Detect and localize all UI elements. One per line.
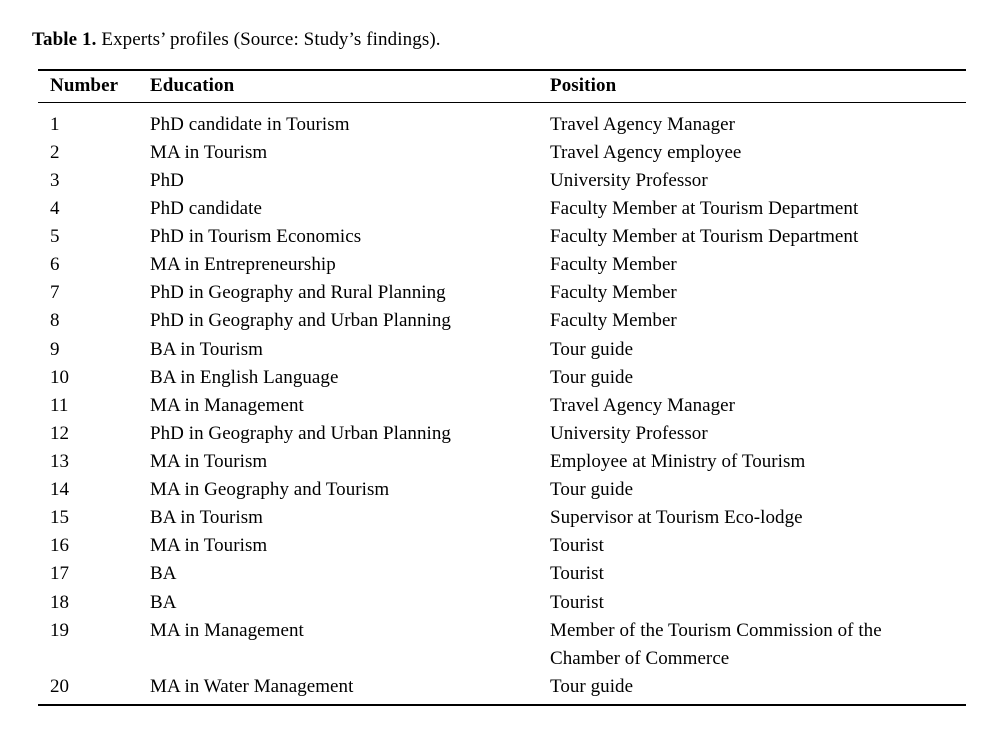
cell-number: 7 [50, 282, 60, 304]
cell-number: 20 [50, 675, 70, 697]
cell-position-line1: Tourist [550, 563, 604, 585]
cell-position-line1: Faculty Member [550, 254, 677, 276]
cell-position-line1: Tour guide [550, 338, 634, 360]
table-caption [32, 28, 965, 53]
table-row [38, 223, 966, 251]
cell-education: BA in Tourism [150, 507, 263, 529]
cell-number: 12 [50, 422, 70, 444]
column-header-education: Education [150, 74, 235, 96]
cell-position [550, 448, 966, 476]
table-row [38, 167, 966, 195]
cell-number: 2 [50, 141, 60, 163]
table-row [38, 364, 966, 392]
cell-position-line1: Travel Agency Manager [550, 394, 736, 416]
cell-position [550, 251, 966, 279]
cell-position-line1: University Professor [550, 422, 708, 444]
cell-position [550, 476, 966, 504]
cell-education: MA in Tourism [150, 141, 268, 163]
table-header [38, 70, 966, 103]
cell-position [550, 532, 966, 560]
table-row [38, 420, 966, 448]
cell-position-line1: Faculty Member at Tourism Department [550, 198, 859, 220]
table-caption-label: Table 1. [32, 29, 97, 50]
cell-position [550, 139, 966, 167]
table-row [38, 560, 966, 588]
cell-position [550, 167, 966, 195]
cell-education: MA in Geography and Tourism [150, 479, 390, 501]
cell-position [550, 560, 966, 588]
cell-position-line1: Travel Agency Manager [550, 113, 736, 135]
table-body [38, 102, 966, 705]
table-row [38, 673, 966, 705]
cell-number: 11 [50, 394, 69, 416]
cell-position-line1: Faculty Member [550, 282, 677, 304]
table-row [38, 448, 966, 476]
cell-number: 16 [50, 535, 70, 557]
table-header-row [38, 70, 966, 103]
cell-position [550, 617, 966, 673]
cell-education: MA in Management [150, 394, 304, 416]
table-row [38, 102, 966, 139]
cell-position-line1: Tour guide [550, 675, 634, 697]
cell-education: PhD in Geography and Urban Planning [150, 422, 451, 444]
cell-education: BA [150, 591, 177, 613]
cell-position-line1: University Professor [550, 169, 708, 191]
cell-number: 4 [50, 198, 60, 220]
table-row [38, 589, 966, 617]
cell-number: 13 [50, 451, 70, 472]
cell-number: 15 [50, 507, 70, 529]
table-row [38, 476, 966, 504]
column-header-position: Position [550, 74, 617, 96]
cell-number: 10 [50, 366, 70, 388]
cell-number: 5 [50, 226, 60, 248]
cell-education: BA in Tourism [150, 338, 263, 360]
cell-number: 6 [50, 254, 60, 276]
cell-position [550, 102, 966, 139]
cell-education: PhD candidate [150, 198, 262, 220]
cell-number: 18 [50, 591, 70, 613]
cell-position-line1: Faculty Member at Tourism Department [550, 226, 859, 248]
cell-position [550, 336, 966, 364]
cell-education: MA in Tourism [150, 535, 268, 557]
table-row [38, 617, 966, 673]
cell-position-line1: Supervisor at Tourism Eco-lodge [550, 507, 803, 529]
cell-position-line1: Tourist [550, 535, 604, 557]
cell-position [550, 307, 966, 335]
cell-position-line1: Employee at Ministry of Tourism [550, 451, 806, 472]
cell-position-line1: Travel Agency employee [550, 141, 742, 163]
cell-education: MA in Management [150, 619, 304, 641]
table-row [38, 392, 966, 420]
cell-position-line1: Tourist [550, 591, 604, 613]
cell-position [550, 392, 966, 420]
cell-number: 19 [50, 619, 70, 641]
table-row [38, 251, 966, 279]
experts-profiles-table [38, 69, 966, 706]
cell-position-line1: Faculty Member [550, 310, 677, 332]
table-row [38, 336, 966, 364]
cell-education: BA [150, 563, 177, 585]
cell-education: MA in Entrepreneurship [150, 254, 336, 276]
cell-position-line1: Tour guide [550, 479, 634, 501]
cell-number: 9 [50, 338, 60, 360]
cell-number: 14 [50, 479, 70, 501]
cell-number: 3 [50, 169, 60, 191]
cell-education: MA in Water Management [150, 675, 354, 697]
table-caption-text: Experts’ profiles (Source: Study’s findings). [96, 29, 441, 50]
cell-position [550, 589, 966, 617]
table-row [38, 307, 966, 335]
table-row [38, 195, 966, 223]
table-row [38, 532, 966, 560]
cell-education: PhD in Geography and Urban Planning [150, 310, 451, 332]
cell-education: PhD candidate in Tourism [150, 113, 350, 135]
cell-position [550, 279, 966, 307]
cell-position [550, 223, 966, 251]
cell-position [550, 195, 966, 223]
cell-position [550, 420, 966, 448]
table-row [38, 279, 966, 307]
cell-position [550, 504, 966, 532]
cell-education: PhD [150, 169, 184, 191]
cell-position [550, 673, 966, 705]
cell-number: 17 [50, 563, 70, 585]
cell-position-line1: Tour guide [550, 366, 634, 388]
column-header-number: Number [50, 74, 119, 96]
cell-position-line1: Member of the Tourism Commission of the [550, 619, 882, 641]
cell-number: 8 [50, 310, 60, 332]
table-row [38, 139, 966, 167]
cell-number: 1 [50, 113, 60, 135]
table-row [38, 504, 966, 532]
cell-position-line2: Chamber of Commerce [550, 647, 730, 669]
cell-education: PhD in Geography and Rural Planning [150, 282, 446, 304]
cell-education: MA in Tourism [150, 451, 268, 472]
cell-position [550, 364, 966, 392]
cell-education: BA in English Language [150, 366, 339, 388]
cell-education: PhD in Tourism Economics [150, 226, 362, 248]
